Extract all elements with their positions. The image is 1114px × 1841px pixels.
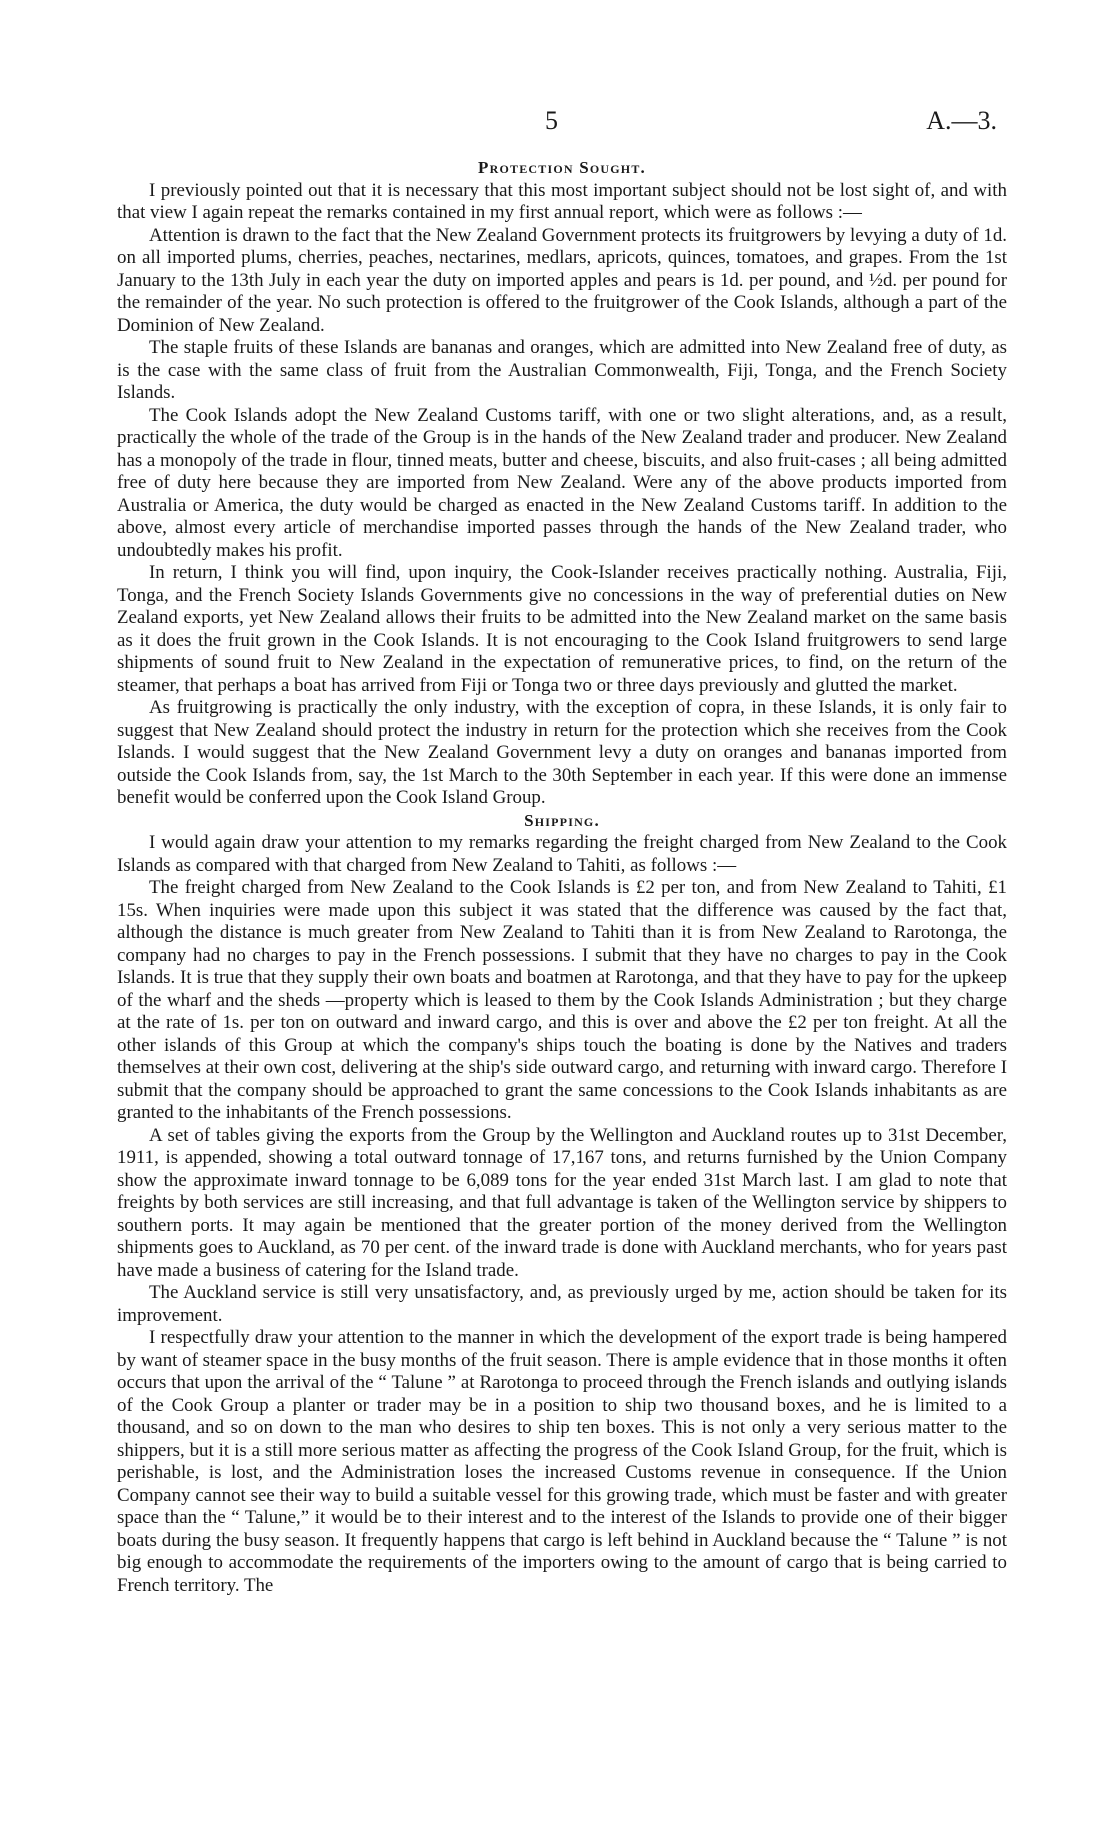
body-text	[117, 157, 1007, 1597]
section-heading-shipping: Shipping.	[524, 810, 600, 830]
paragraph: I previously pointed out that it is necessary that this most important subject should not be lost sight of, and with that view I again repeat the remarks contained in my first annual report, which were as follows :—	[117, 179, 1007, 223]
paragraph: I respectfully draw your attention to the manner in which the development of the export trade is being hampered by want of steamer space in the busy months of the fruit season. There is ample evidence that in those months it often occurs that upon the arrival of the “ Talune ” at Rarotonga to proceed through the French islands and outlying islands of the Cook Group a planter or trader may be in a position to ship two thousand boxes, and he is limited to a thousand, and so on down to the man who desires to ship ten boxes. This is not only a very serious matter to the shippers, but it is a still more serious matter as affecting the progress of the Cook Island Group, for the fruit, which is perishable, is lost, and the Administration loses the increased Customs revenue in consequence. If the Union Company cannot see their way to build a suitable vessel for this growing trade, which must be faster and with greater space than the “ Talune,” it would be to their interest and to the interest of the Islands to provide one of their bigger boats during the busy season. It frequently happens that cargo is left behind in Auckland because the “ Talune ” is not big enough to accommodate the requirements of the importers owing to the amount of cargo that is being carried to French territory. The	[117, 1327, 1007, 1596]
paragraph: The freight charged from New Zealand to the Cook Islands is £2 per ton, and from New Zealand to Tahiti, £1 15s. When inquiries were made upon this subject it was stated that the difference was caused by the fact that, although the distance is much greater from New Zealand to Tahiti than it is from New Zealand to Rarotonga, the company had no charges to pay in the French possessions. I submit that they have no charges to pay in the Cook Islands. It is true that they supply their own boats and boatmen at Rarotonga, and that they have to pay for the upkeep of the wharf and the sheds —property which is leased to them by the Cook Islands Administration ; but they charge at the rate of 1s. per ton on outward and inward cargo, and this is over and above the £2 per ton freight. At all the other islands of this Group at which the company's ships touch the boating is done by the Natives and traders themselves at their own cost, delivering at the ship's side outward cargo, and returning with inward cargo. Therefore I submit that the company should be approached to grant the same concessions to the Cook Islands inhabitants as are granted to the inhabitants of the French possessions.	[117, 877, 1007, 1123]
paragraph: A set of tables giving the exports from the Group by the Wellington and Auckland routes up to 31st December, 1911, is appended, showing a total outward tonnage of 17,167 tons, and returns furnished by the Union Company show the approximate inward tonnage to be 6,089 tons for the year ended 31st March last. I am glad to note that freights by both services are still increasing, and that full advantage is taken of the Wellington service by shippers to southern ports. It may again be mentioned that the greater portion of the money derived from the Wellington shipments goes to Auckland, as 70 per cent. of the inward trade is done with Auckland merchants, who for years past have made a business of catering for the Island trade.	[117, 1124, 1007, 1281]
paragraph: Attention is drawn to the fact that the New Zealand Government protects its fruitgrowers by levying a duty of 1d. on all imported plums, cherries, peaches, nectarines, medlars, apricots, quinces, tomatoes, and grapes. From the 1st January to the 13th July in each year the duty on imported apples and pears is 1d. per pound, and ½d. per pound for the remainder of the year. No such protection is offered to the fruitgrower of the Cook Islands, although a part of the Dominion of New Zealand.	[117, 224, 1007, 336]
paragraph: As fruitgrowing is practically the only industry, with the exception of copra, in these Islands, it is only fair to suggest that New Zealand should protect the industry in return for the protection which she receives from the Cook Islands. I would suggest that the New Zealand Government levy a duty on oranges and bananas imported from outside the Cook Islands from, say, the 1st March to the 30th September in each year. If this were done an immense benefit would be conferred upon the Cook Island Group.	[117, 697, 1007, 808]
section-heading-protection: Protection Sought.	[478, 158, 646, 177]
document-reference: A.—3.	[926, 106, 997, 135]
page-number: 5	[545, 106, 558, 135]
page-header	[0, 106, 1114, 138]
paragraph: In return, I think you will find, upon inquiry, the Cook-Islander receives practically nothing. Australia, Fiji, Tonga, and the French Society Islands Governments give no concessions in the way of preferential duties on New Zealand exports, yet New Zealand allows their fruits to be admitted into the New Zealand market on the same basis as it does the fruit grown in the Cook Islands. It is not encouraging to the Cook Island fruitgrowers to send large shipments of sound fruit to New Zealand in the expectation of remunerative prices, to find, on the return of the steamer, that perhaps a boat has arrived from Fiji or Tonga two or three days previously and glutted the market.	[117, 562, 1007, 696]
paragraph: The Auckland service is still very unsatisfactory, and, as previously urged by me, action should be taken for its improvement.	[117, 1282, 1007, 1326]
paragraph: I would again draw your attention to my remarks regarding the freight charged from New Zealand to the Cook Islands as compared with that charged from New Zealand to Tahiti, as follows :—	[117, 832, 1007, 876]
paragraph: The Cook Islands adopt the New Zealand Customs tariff, with one or two slight alterations, and, as a result, practically the whole of the trade of the Group is in the hands of the New Zealand trader and producer. New Zealand has a monopoly of the trade in flour, tinned meats, butter and cheese, biscuits, and also fruit-cases ; all being admitted free of duty here because they are imported from New Zealand. Were any of the above products imported from Australia or America, the duty would be charged as enacted in the New Zealand Customs tariff. In addition to the above, almost every article of merchandise imported passes through the hands of the New Zealand trader, who undoubtedly makes his profit.	[117, 404, 1007, 561]
paragraph: The staple fruits of these Islands are bananas and oranges, which are admitted into New Zealand free of duty, as is the case with the same class of fruit from the Australian Commonwealth, Fiji, Tonga, and the French Society Islands.	[117, 337, 1007, 403]
